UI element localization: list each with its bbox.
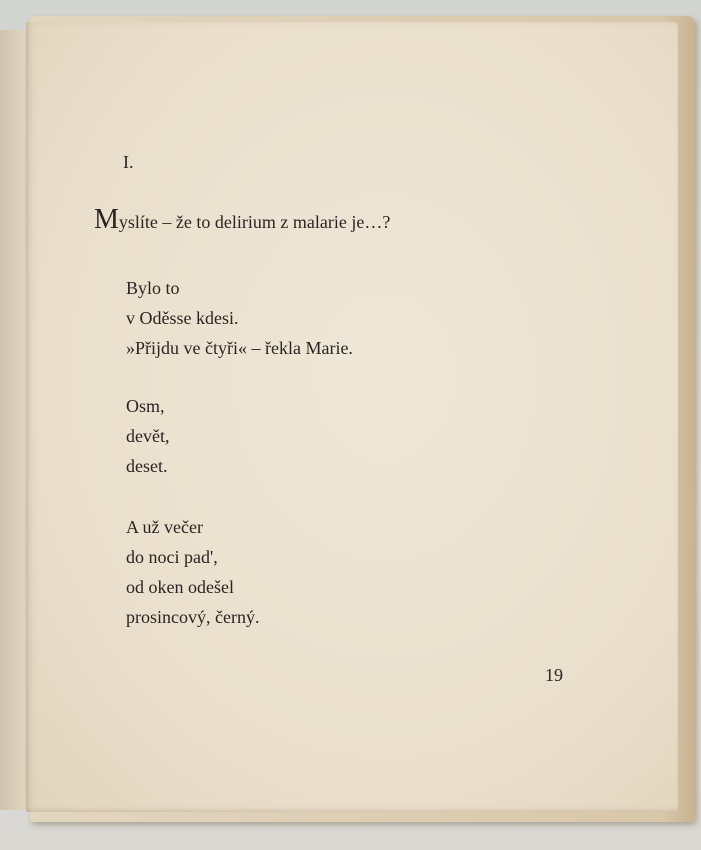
first-line-text: yslíte – že to delirium z malarie je…? (118, 212, 391, 232)
stanza-3 (126, 512, 259, 632)
poem-line: od oken odešel (126, 577, 234, 597)
poem-line: A už večer (126, 517, 203, 537)
poem-line: v Oděsse kdesi. (126, 308, 239, 328)
stanza-1 (126, 273, 353, 363)
poem-line: devět, (126, 426, 170, 446)
poem-line: »Přijdu ve čtyři« – řekla Marie. (126, 338, 353, 358)
stanza-2 (126, 391, 169, 481)
poem-line: prosincový, černý. (126, 607, 260, 627)
book-page (26, 22, 678, 812)
page-number: 19 (545, 665, 563, 685)
poem-line: Osm, (126, 396, 165, 416)
poem-line: do noci pad', (126, 547, 218, 567)
drop-cap-initial: M (94, 204, 119, 235)
poem-line: deset. (126, 456, 168, 476)
poem-first-line (94, 206, 390, 234)
section-number: I. (123, 152, 134, 172)
poem-line: Bylo to (126, 278, 180, 298)
